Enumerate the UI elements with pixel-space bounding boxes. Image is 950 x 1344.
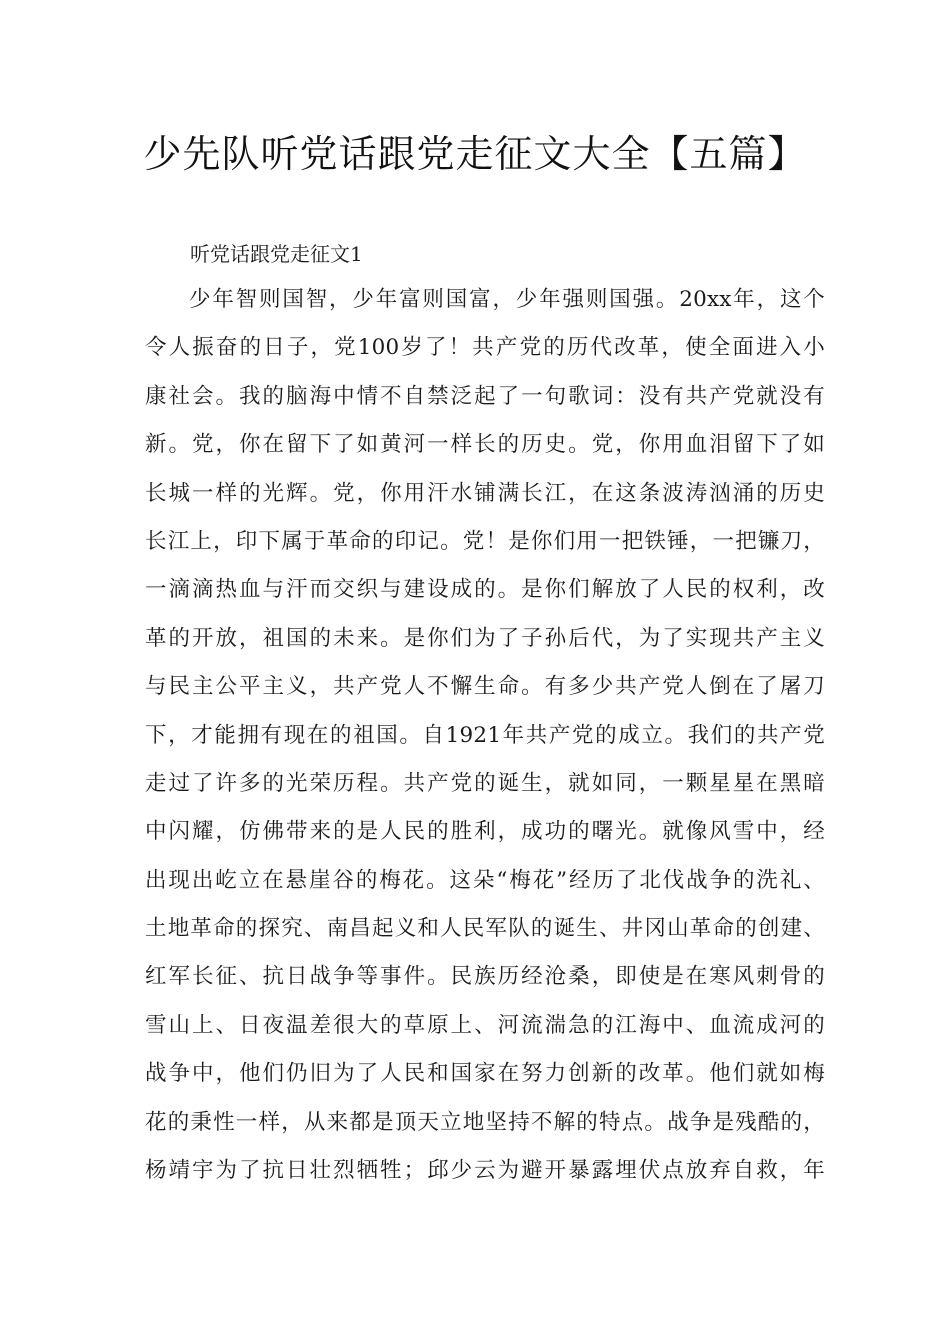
body-line: 康社会。我的脑海中情不自禁泛起了一句歌词：没有共产党就没有 xyxy=(145,383,825,409)
body-line: 令人振奋的日子，党100岁了！共产党的历代改革，使全面进入小 xyxy=(145,335,825,361)
body-line: 红军长征、抗日战争等事件。民族历经沧桑，即使是在寒风刺骨的 xyxy=(145,964,825,990)
body-line: 与民主公平主义，共产党人不懈生命。有多少共产党人倒在了屠刀 xyxy=(145,674,825,700)
body-line: 革的开放，祖国的未来。是你们为了子孙后代，为了实现共产主义 xyxy=(145,625,825,651)
body-line: 新。党，你在留下了如黄河一样长的历史。党，你用血泪留下了如 xyxy=(145,432,825,458)
body-line: 长城一样的光辉。党，你用汗水铺满长江，在这条波涛汹涌的历史 xyxy=(145,480,825,506)
body-text xyxy=(145,282,825,1201)
body-line: 花的秉性一样，从来都是顶天立地坚持不解的特点。战争是残酷的， xyxy=(145,1109,825,1135)
body-line: 少年智则国智，少年富则国富，少年强则国强。20xx年，这个 xyxy=(189,287,825,312)
body-line: 走过了许多的光荣历程。共产党的诞生，就如同，一颗星星在黑暗 xyxy=(145,770,825,796)
body-line: 出现出屹立在悬崖谷的梅花。这朵“梅花”经历了北伐战争的洗礼、 xyxy=(145,867,825,893)
section-heading: 听党话跟党走征文1 xyxy=(190,242,363,266)
body-line: 战争中，他们仍旧为了人民和国家在努力创新的改革。他们就如梅 xyxy=(145,1061,825,1087)
document-title: 少先队听党话跟党走征文大全【五篇】 xyxy=(143,132,807,176)
body-line: 中闪耀，仿佛带来的是人民的胜利，成功的曙光。就像风雪中，经 xyxy=(145,819,825,845)
body-line: 一滴滴热血与汗而交织与建设成的。是你们解放了人民的权利，改 xyxy=(145,577,825,603)
body-line: 雪山上、日夜温差很大的草原上、河流湍急的江海中、血流成河的 xyxy=(145,1012,825,1038)
body-line: 杨靖宇为了抗日壮烈牺牲；邱少云为避开暴露埋伏点放弃自救，年 xyxy=(145,1158,825,1184)
body-line: 长江上，印下属于革命的印记。党！是你们用一把铁锤，一把镰刀， xyxy=(145,528,825,554)
body-line: 下，才能拥有现在的祖国。自1921年共产党的成立。我们的共产党 xyxy=(145,722,825,748)
body-line: 土地革命的探究、南昌起义和人民军队的诞生、井冈山革命的创建、 xyxy=(145,916,825,942)
